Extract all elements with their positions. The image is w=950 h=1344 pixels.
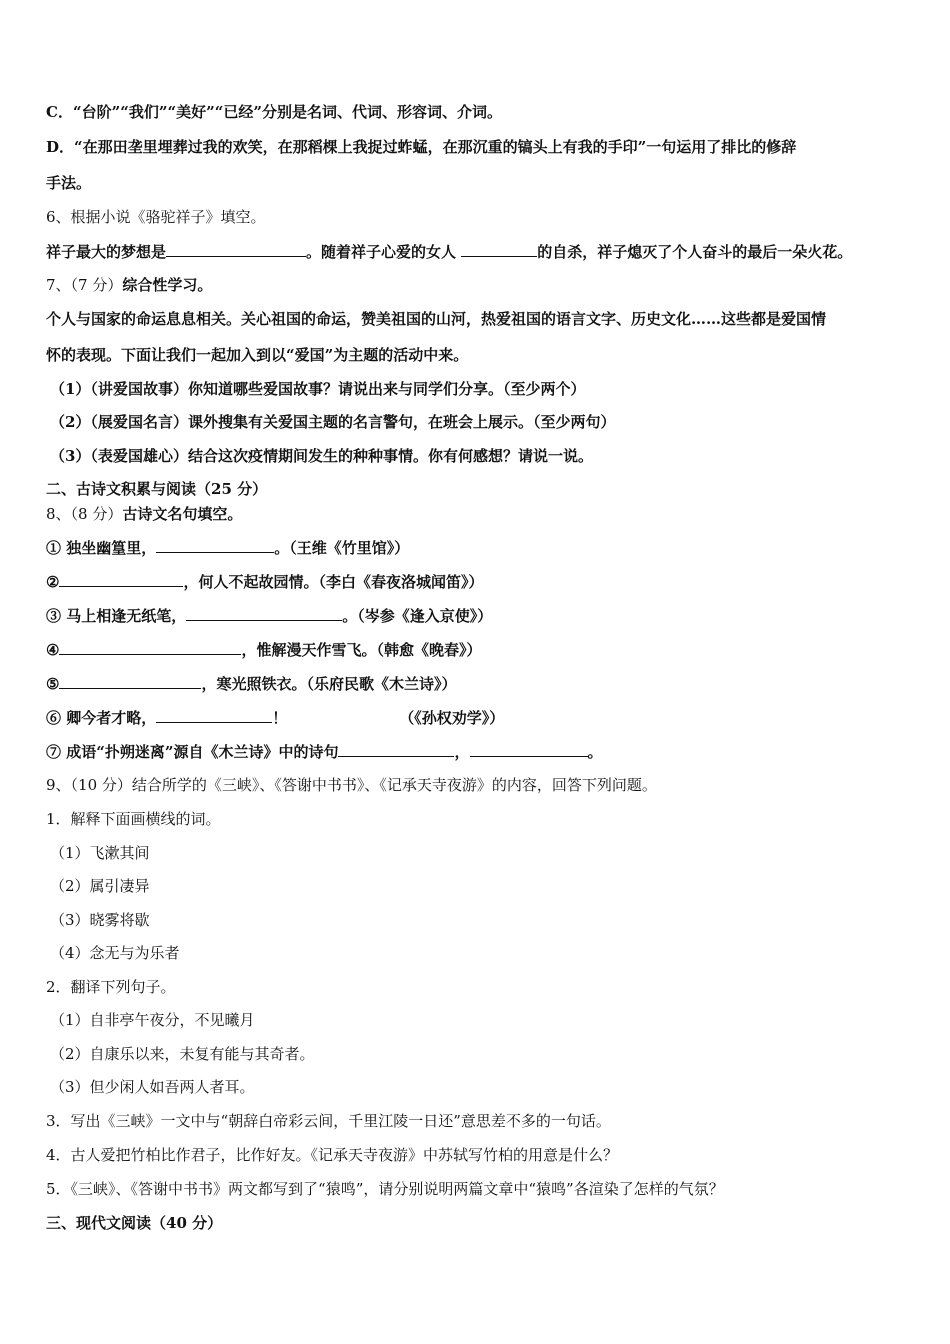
q8-blank-1[interactable] — [156, 537, 274, 553]
q8-line-4-text: ，惟解漫天作雪飞。（韩愈《晚春》） — [241, 641, 482, 659]
q8-blank-2[interactable] — [59, 571, 183, 587]
q8-line-1-text: ① 独坐幽篁里， — [46, 539, 157, 557]
q8-line-3 — [46, 605, 492, 626]
q8-line-7-text: ⑦ 成语“扑朔迷离”源自《木兰诗》中的诗句 — [46, 743, 339, 761]
q9-sub-2-item-3: （3）但少闲人如吾两人者耳。 — [50, 1078, 255, 1096]
q8-blank-4[interactable] — [59, 639, 241, 655]
q8-line-2 — [46, 571, 483, 592]
q8-title — [46, 504, 242, 524]
section-3-title: 三、现代文阅读（40 分） — [46, 1214, 223, 1232]
q9-sub-1-item-3: （3）晓雾将歇 — [50, 911, 150, 929]
q6-fill-line — [46, 241, 852, 262]
q7-item-3: （3）（表爱国雄心）结合这次疫情期间发生的种种事情。你有何感想？请说一说。 — [50, 447, 593, 465]
q9-sub-1-item-2: （2）属引凄异 — [50, 877, 150, 895]
q8-line-4-mark: ④ — [46, 641, 60, 659]
q5-option-c: C．“台阶”“我们”“美好”“已经”分别是名词、代词、形容词、介词。 — [46, 103, 502, 121]
q5-option-d-line2: 手法。 — [46, 174, 92, 192]
q6-text-part3: 的自杀，祥子熄灭了个人奋斗的最后一朵火花。 — [537, 243, 853, 261]
q9-sub-3: 3．写出《三峡》一文中与“朝辞白帝彩云间，千里江陵一日还”意思差不多的一句话。 — [46, 1112, 611, 1130]
q6-title: 6、根据小说《骆驼祥子》填空。 — [46, 208, 266, 226]
q9-sub-1-item-4: （4）念无与为乐者 — [50, 944, 180, 962]
q6-blank-2[interactable] — [461, 241, 537, 257]
q8-blank-6[interactable] — [156, 707, 272, 723]
q8-title-text: 古诗文名句填空。 — [122, 505, 243, 523]
q7-intro-line1: 个人与国家的命运息息相关。关心祖国的命运，赞美祖国的山河，热爱祖国的语言文字、历史文化……这些都是爱国情 — [46, 310, 827, 328]
q8-line-3-text: ③ 马上相逢无纸笔， — [46, 607, 187, 625]
q8-line-2-text: ，何人不起故园情。（李白《春夜洛城闻笛》） — [183, 573, 484, 591]
q5-option-d-line1: D．“在那田垄里埋葬过我的欢笑，在那稻棵上我捉过蚱蜢，在那沉重的镐头上有我的手印”一句运用了排比的修辞 — [46, 138, 797, 156]
q8-blank-8[interactable] — [470, 741, 588, 757]
q8-line-7-comma: ， — [454, 743, 470, 761]
q8-line-6-punct: ！ — [272, 709, 288, 727]
q8-title-num: 8、（8 分） — [46, 505, 123, 523]
q8-line-6-text: ⑥ 卿今者才略， — [46, 709, 157, 727]
section-2-title: 二、古诗文积累与阅读（25 分） — [46, 480, 268, 498]
q8-blank-5[interactable] — [59, 673, 201, 689]
q8-line-2-mark: ② — [46, 573, 60, 591]
q9-sub-2-item-1: （1）自非亭午夜分，不见曦月 — [50, 1011, 255, 1029]
q7-item-2: （2）（展爱国名言）课外搜集有关爱国主题的名言警句，在班会上展示。（至少两句） — [50, 413, 616, 431]
q7-item-1: （1）（讲爱国故事）你知道哪些爱国故事？请说出来与同学们分享。（至少两个） — [50, 380, 586, 398]
q8-line-3-source: 。（岑参《逢入京使》） — [342, 607, 493, 625]
q8-line-6 — [46, 707, 504, 728]
q6-text-part1: 祥子最大的梦想是 — [46, 243, 167, 261]
q8-line-6-source: （《孙权劝学》） — [399, 709, 505, 727]
q8-line-1-source: 。（王维《竹里馆》） — [274, 539, 410, 557]
q9-sub-2: 2．翻译下列句子。 — [46, 978, 176, 996]
q9-sub-5: 5．《三峡》、《答谢中书书》两文都写到了“猿鸣”，请分别说明两篇文章中“猿鸣”各渲染了怎样的气氛？ — [46, 1180, 724, 1198]
q9-title: 9、（10 分）结合所学的《三峡》、《答谢中书书》、《记承天寺夜游》的内容，回答下列问题。 — [46, 776, 657, 794]
q8-line-4 — [46, 639, 481, 660]
q6-blank-1[interactable] — [166, 241, 306, 257]
q8-line-5-text: ，寒光照铁衣。（乐府民歌《木兰诗》） — [201, 675, 457, 693]
q7-title — [46, 275, 212, 295]
q8-line-7 — [46, 741, 603, 762]
q7-title-text: 综合性学习。 — [122, 276, 213, 294]
q8-blank-3[interactable] — [186, 605, 342, 621]
q9-sub-1: 1．解释下面画横线的词。 — [46, 810, 221, 828]
q9-sub-2-item-2: （2）自康乐以来，未复有能与其奇者。 — [50, 1045, 315, 1063]
q8-line-5-mark: ⑤ — [46, 675, 60, 693]
q8-blank-7[interactable] — [338, 741, 454, 757]
q8-line-7-period: 。 — [587, 743, 603, 761]
q9-sub-1-item-1: （1）飞漱其间 — [50, 844, 150, 862]
q6-text-part2: 。随着祥子心爱的女人 — [306, 243, 462, 261]
q8-line-5 — [46, 673, 456, 694]
q8-line-1 — [46, 537, 409, 558]
q9-sub-4: 4．古人爱把竹柏比作君子，比作好友。《记承天寺夜游》中苏轼写竹柏的用意是什么？ — [46, 1146, 619, 1164]
q7-intro-line2: 怀的表现。下面让我们一起加入到以“爱国”为主题的活动中来。 — [46, 346, 469, 364]
q7-title-num: 7、（7 分） — [46, 276, 123, 294]
